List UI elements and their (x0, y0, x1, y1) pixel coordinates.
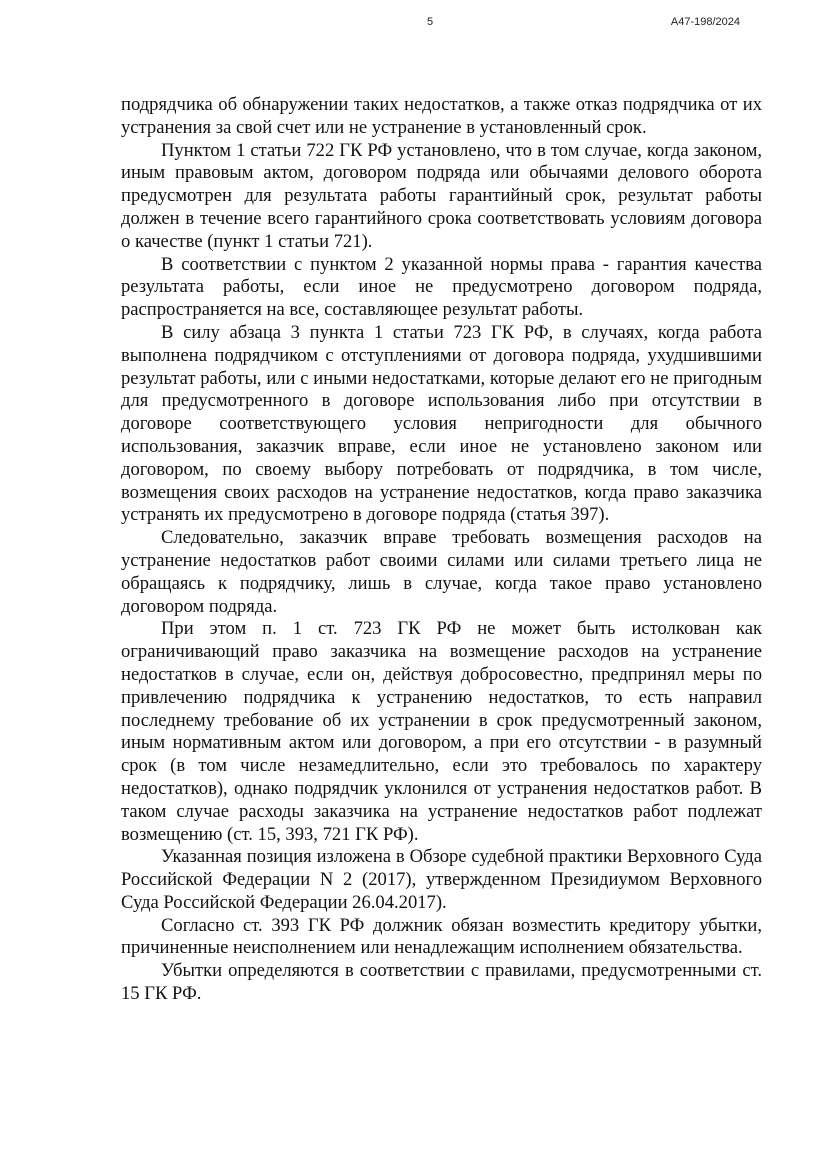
page-number: 5 (426, 16, 434, 28)
paragraph-4: В силу абзаца 3 пункта 1 статьи 723 ГК РФ, в случаях, когда работа выполнена подрядчиком с отступлениями от договора подряда, ухудшившими результат работы, или с иными недостатками, которые делают его не пригодным для предусмотренного в договоре использования либо при отсутствии в договоре соответствующего условия непригодности для обычного использования, заказчик вправе, если иное не установлено законом или договором, по своему выбору потребовать от подрядчика, в том числе, возмещения своих расходов на устранение недостатков, когда право заказчика устранять их предусмотрено в договоре подряда (статья 397). (121, 321, 762, 526)
paragraph-5: Следовательно, заказчик вправе требовать возмещения расходов на устранение недостатков работ своими силами или силами третьего лица не обращаясь к подрядчику, лишь в случае, когда такое право установлено договором подряда. (121, 527, 762, 617)
paragraph-1: подрядчика об обнаружении таких недостатков, а также отказ подрядчика от их устранения за свой счет или не устранение в установленный срок. (121, 94, 762, 138)
paragraph-2: Пунктом 1 статьи 722 ГК РФ установлено, что в том случае, когда законом, иным правовым актом, договором подряда или обычаями делового оборота предусмотрен для результата работы гарантийный срок, результат работы должен в течение всего гарантийного срока соответствовать условиям договора о качестве (пункт 1 статьи 721). (121, 139, 762, 252)
paragraph-3: В соответствии с пунктом 2 указанной нормы права - гарантия качества результата работы, если иное не предусмотрено договором подряда, распространяется на все, составляющее результат работы. (121, 253, 762, 321)
case-number: А47-198/2024 (670, 16, 740, 28)
paragraph-8: Согласно ст. 393 ГК РФ должник обязан возместить кредитору убытки, причиненные неисполнением или ненадлежащим исполнением обязательства. (121, 914, 762, 959)
document-body (121, 94, 762, 1006)
paragraph-9: Убытки определяются в соответствии с правилами, предусмотренными ст. 15 ГК РФ. (121, 960, 762, 1005)
paragraph-6: При этом п. 1 ст. 723 ГК РФ не может быть истолкован как ограничивающий право заказчика на возмещение расходов на устранение недостатков в случае, если он, действуя добросовестно, предпринял меры по привлечению подрядчика к устранению недостатков, то есть направил последнему требование об их устранении в срок предусмотренный законом, иным нормативным актом или договором, а при его отсутствии - в разумный срок (в том числе незамедлительно, если это требовалось по характеру недостатков), однако подрядчик уклонился от устранения недостатков работ. В таком случае расходы заказчика на устранение недостатков работ подлежат возмещению (ст. 15, 393, 721 ГК РФ). (121, 618, 762, 845)
paragraph-7: Указанная позиция изложена в Обзоре судебной практики Верховного Суда Российской Федерации N 2 (2017), утвержденном Президиумом Верховного Суда Российской Федерации 26.04.2017). (121, 846, 762, 913)
